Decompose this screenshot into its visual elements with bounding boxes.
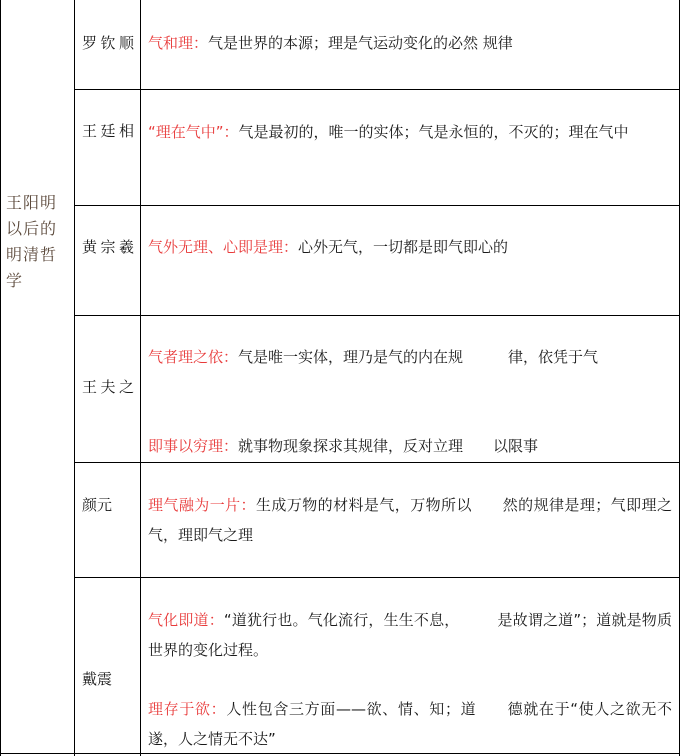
row-content	[148, 342, 672, 372]
row-divider	[74, 315, 680, 316]
row-content	[148, 605, 672, 665]
table-border-left	[0, 0, 1, 756]
concept-keyword: 理气融为一片：	[148, 496, 256, 514]
concept-keyword: 气者理之依：	[148, 348, 239, 366]
column-divider-1	[74, 0, 75, 756]
philosopher-name: 王夫之	[82, 378, 134, 396]
philosopher-name: 罗钦顺	[82, 34, 134, 52]
concept-keyword: 理存于欲：	[148, 700, 227, 718]
row-content	[148, 28, 672, 58]
concept-keyword: 气外无理、心即是理：	[148, 238, 299, 256]
concept-description: 人性包含三方面——欲、情、知；道 德就在于“使人之欲无不遂，人之情无不达”	[148, 700, 672, 748]
concept-description: 气是世界的本源；理是气运动变化的必然 规律	[208, 34, 513, 52]
concept-description: “道犹行也。气化流行，生生不息， 是故谓之道”；道就是物质世界的变化过程。	[148, 611, 672, 659]
concept-description: 生成万物的材料是气，万物所以 然的规律是理；气即理之气，理即气之理	[148, 496, 672, 544]
philosopher-name: 戴震	[82, 670, 113, 688]
concept-description: 气是最初的，唯一的实体；气是永恒的，不灭的；理在气中	[238, 123, 629, 141]
concept-keyword: 气和理：	[148, 34, 209, 52]
philosopher-name: 王廷相	[82, 122, 134, 140]
row-divider	[74, 89, 680, 90]
philosopher-name: 颜元	[82, 496, 113, 514]
row-divider	[74, 577, 680, 578]
row-content	[148, 117, 672, 147]
concept-description: 心外无气，一切都是即气即心的	[298, 238, 509, 256]
row-content	[148, 490, 672, 550]
row-divider	[74, 462, 680, 463]
row-content	[148, 431, 672, 461]
concept-description: 气是唯一实体，理乃是气的内在规 律，依凭于气	[238, 348, 599, 366]
concept-keyword: 气化即道：	[148, 611, 224, 629]
concept-keyword: 即事以穷理：	[148, 437, 239, 455]
concept-keyword: “理在气中”：	[148, 123, 239, 141]
row-content	[148, 232, 672, 262]
concept-description: 就事物现象探求其规律，反对立理 以限事	[238, 437, 539, 455]
era-label: 王阳明以后的明清哲学	[6, 193, 58, 290]
philosopher-name: 黄宗羲	[82, 238, 134, 256]
row-content	[148, 694, 672, 754]
column-divider-2	[140, 0, 141, 756]
row-divider	[74, 205, 680, 206]
